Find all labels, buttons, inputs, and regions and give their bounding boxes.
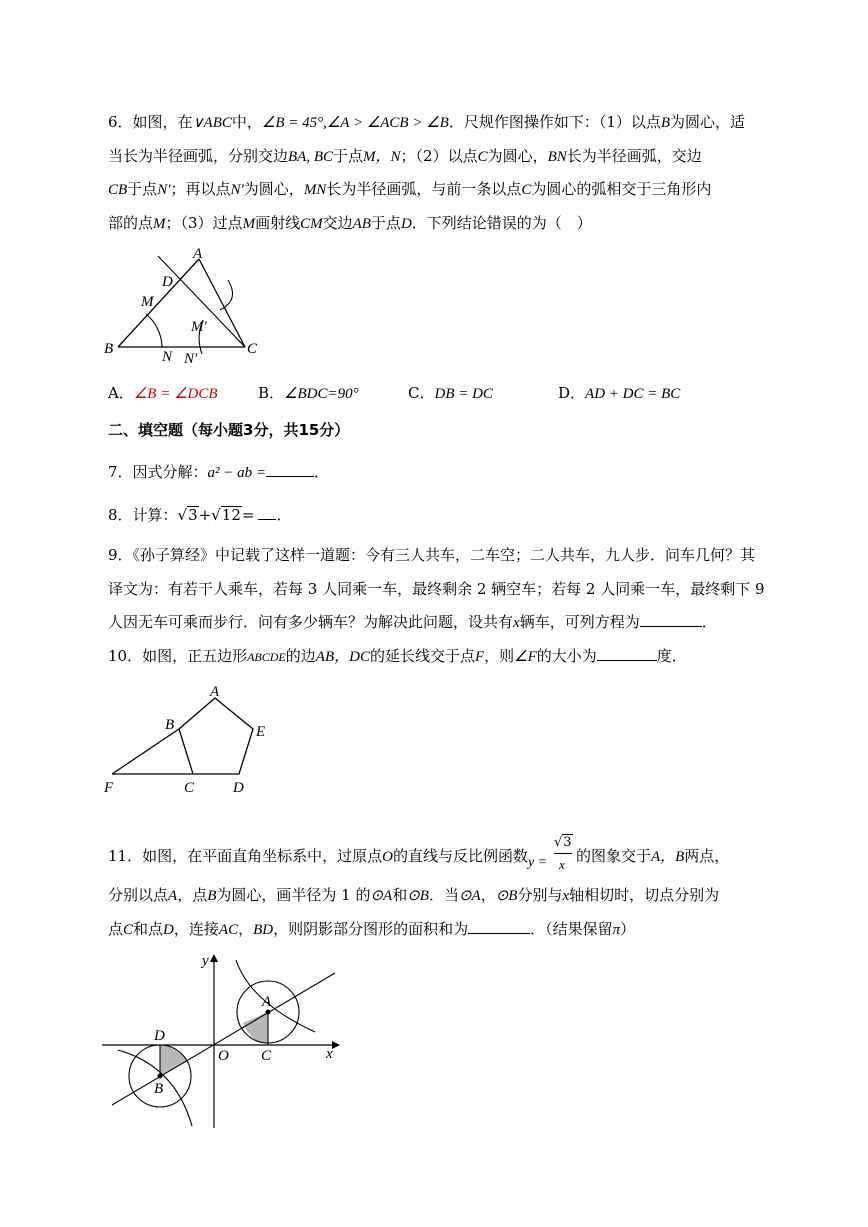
- q8-answer-blank[interactable]: [258, 505, 276, 520]
- side-ba: [118, 259, 199, 347]
- q11-line-2: [108, 885, 719, 906]
- option-expression: ∠BDC=90°: [284, 386, 359, 402]
- q6-point: M: [153, 216, 166, 232]
- q11-text: 和点: [133, 920, 164, 938]
- q6-point: N′: [230, 182, 244, 198]
- q6-segment: CB: [108, 182, 128, 198]
- q7-text: ．: [314, 463, 330, 481]
- q10-text: 度．: [656, 647, 687, 665]
- q10-text: ，则: [484, 647, 515, 665]
- q9-text: ．: [701, 613, 717, 631]
- q10-answer-blank[interactable]: [597, 646, 657, 661]
- q10-angle: ∠F: [514, 649, 537, 665]
- q6-text: 部的点: [108, 214, 154, 232]
- option-expression: ∠B = ∠DCB: [133, 386, 218, 402]
- q11-answer-blank[interactable]: [468, 919, 530, 934]
- q11-text: 和: [392, 886, 408, 904]
- q11-text: 的图象交于: [575, 847, 651, 865]
- q8-text: ．: [276, 506, 292, 524]
- option-expression: AD + DC = BC: [585, 386, 681, 402]
- q6-text: 长为半径画弧，与前一条以点: [326, 180, 522, 198]
- q11-text: ．当: [428, 886, 459, 904]
- q6-option-b[interactable]: [258, 382, 359, 403]
- function-denominator: x: [558, 857, 565, 872]
- label-m-prime: M′: [191, 319, 207, 335]
- q6-option-a[interactable]: [108, 382, 218, 403]
- q6-point: C: [521, 182, 532, 198]
- q7-expression: a² − ab =: [207, 465, 267, 481]
- function-y: y =: [527, 855, 548, 870]
- q6-text: 长为半径画弧，交边: [566, 147, 702, 165]
- label-c: C: [184, 780, 195, 796]
- label-m: M: [141, 294, 154, 310]
- q11-text: ，: [238, 920, 254, 938]
- q10-point: F: [474, 649, 485, 665]
- q6-text: 为圆心的弧相交于三角形内: [531, 180, 712, 198]
- arc-m-prime: [220, 280, 233, 310]
- q11-text: 分别与: [517, 886, 563, 904]
- label-c: C: [261, 1048, 272, 1064]
- plus-sign: +: [198, 506, 212, 524]
- q11-line-1: [108, 835, 730, 872]
- q6-sides: BA, BC: [288, 149, 334, 165]
- q11-points: A，B: [650, 849, 685, 865]
- label-a: A: [210, 684, 220, 700]
- fraction-bar: [554, 853, 572, 854]
- label-f: F: [104, 780, 114, 796]
- label-b: B: [104, 341, 114, 357]
- q6-triangle-figure: [100, 246, 270, 370]
- q11-circle: ⊙A: [370, 888, 393, 904]
- section-heading: 二、填空题（每小题3分，共15分）: [108, 421, 350, 439]
- q6-text: 当长为半径画弧，分别交边: [108, 147, 289, 165]
- q6-text: 为圆心，适: [670, 113, 746, 131]
- q10-pentagon-figure: [100, 682, 280, 798]
- q11-point: D: [163, 922, 174, 938]
- function-numerator: √3: [553, 835, 572, 850]
- q11-text: ，连接: [173, 920, 219, 938]
- label-c: C: [247, 341, 258, 357]
- point-b: [158, 1074, 163, 1079]
- label-o: O: [218, 1048, 229, 1064]
- q11-text: 两点，: [684, 847, 730, 865]
- q10-text: 10．如图，正五边形: [108, 647, 248, 665]
- q11-text: 的直线与反比例函数: [392, 847, 528, 865]
- sqrt-symbol: √: [177, 506, 188, 524]
- pentagon: [179, 698, 253, 774]
- q11-point: B: [207, 888, 217, 904]
- arc-mn: [146, 314, 162, 347]
- q10-text: 的边: [285, 647, 316, 665]
- q6-ray: CM: [300, 216, 323, 232]
- q11-point: A: [168, 888, 178, 904]
- q11-text: 轴相切时，切点分别为: [569, 886, 720, 904]
- q9-line-1: 9．《孙子算经》中记载了这样一道题：今有三人共车，二车空；二人共车，九人步．问车几何？其: [108, 546, 756, 564]
- point-a: [266, 1010, 271, 1015]
- option-letter: D．: [558, 384, 586, 402]
- q6-text: ．尺规作图操作如下：（1）以点: [448, 113, 661, 131]
- q6-text: 于点: [370, 214, 401, 232]
- q11-circle: ⊙A: [458, 888, 481, 904]
- label-a: A: [193, 246, 203, 262]
- q6-text: 6．如图，在: [108, 113, 193, 131]
- q10-text: 的延长线交于点: [369, 647, 475, 665]
- q7-text: 7．因式分解：: [108, 463, 208, 481]
- q6-line-3: [108, 179, 711, 200]
- q8: [108, 505, 291, 525]
- option-letter: A．: [108, 384, 134, 402]
- q6-option-d[interactable]: [558, 382, 680, 403]
- q9-line-3: [108, 612, 717, 633]
- q11-text: 分别以点: [108, 886, 169, 904]
- q10-polygon: ABCDE: [247, 650, 286, 664]
- q6-point: N′: [157, 182, 171, 198]
- q8-text: 8．计算：: [108, 506, 178, 524]
- y-axis-arrow: [210, 954, 218, 962]
- q11-text: ，: [480, 886, 496, 904]
- shaded-sector-b: [160, 1045, 188, 1076]
- q11-point: O: [382, 849, 393, 865]
- q10-text: 的大小为: [536, 647, 597, 665]
- q11-coordinate-figure: [100, 950, 345, 1130]
- q6-point: C: [477, 149, 488, 165]
- q6-text: ；再以点: [170, 180, 231, 198]
- label-e: E: [256, 724, 266, 740]
- q6-line-2: [108, 146, 702, 167]
- q6-option-c[interactable]: [408, 382, 493, 403]
- option-letter: C．: [408, 384, 435, 402]
- q11-circle: ⊙B: [407, 888, 429, 904]
- equals-sign: =: [241, 506, 255, 524]
- q11-text: 11．如图，在平面直角坐标系中，过原点: [108, 847, 383, 865]
- option-letter: B．: [258, 384, 285, 402]
- q9-answer-blank[interactable]: [640, 612, 702, 627]
- q6-point: D: [400, 216, 412, 232]
- q9-text: 辆车，可列方程为: [519, 613, 640, 631]
- q6-text: 为圆心，: [243, 180, 304, 198]
- q6-text: 于点: [127, 180, 158, 198]
- radicand: 12: [221, 506, 241, 524]
- q6-condition: ∠B = 45°,∠A > ∠ACB > ∠B: [261, 115, 449, 131]
- label-x: x: [326, 1046, 333, 1062]
- q6-text: 于点: [333, 147, 364, 165]
- option-expression: DB = DC: [434, 386, 493, 402]
- label-d: D: [162, 274, 173, 290]
- radicand: 3: [188, 506, 198, 524]
- q6-segment: MN: [303, 182, 327, 198]
- q10-sides: AB，DC: [315, 649, 370, 665]
- q6-text: 交边: [322, 214, 353, 232]
- q11-axis: x: [562, 888, 570, 904]
- q6-triangle: ∨ABC: [192, 115, 232, 131]
- pi-symbol: π: [612, 922, 621, 938]
- q6-text: ；（2）以点: [400, 147, 478, 165]
- variable-x: x: [513, 615, 520, 631]
- q11-text: ，点: [177, 886, 208, 904]
- q11-line-3: [108, 919, 635, 940]
- label-n-prime: N′: [184, 351, 198, 367]
- label-n: N: [162, 349, 173, 365]
- q6-segment: AB: [352, 216, 371, 232]
- q6-line-4: [108, 213, 592, 234]
- q11-point: C: [123, 922, 134, 938]
- label-b: B: [154, 1081, 164, 1097]
- q10: [108, 646, 687, 667]
- q6-points: M，N: [363, 149, 401, 165]
- q11-text: 点: [108, 920, 124, 938]
- q11-segment: BD: [253, 922, 274, 938]
- q11-text: 为圆心，画半径为 1 的: [216, 886, 371, 904]
- radicand: 3: [563, 835, 572, 850]
- q11-circle: ⊙B: [495, 888, 518, 904]
- q9-line-2: 译文为：有若干人乘车，若每 3 人同乘一车，最终剩余 2 辆空车；若每 2 人同乘一车，最终剩下 9: [108, 580, 765, 598]
- q7-answer-blank[interactable]: [266, 462, 314, 477]
- x-axis-arrow: [332, 1041, 340, 1049]
- q6-point: B: [660, 115, 671, 131]
- q6-text: 为圆心，: [487, 147, 548, 165]
- q11-segment: AC: [218, 922, 239, 938]
- q7: [108, 462, 329, 483]
- q6-point: M: [242, 216, 256, 232]
- label-d: D: [233, 780, 244, 796]
- q9-text: 人因无车可乘而步行．问有多少辆车？为解决此问题，设共有: [108, 613, 514, 631]
- label-a: A: [262, 994, 272, 1010]
- extension-ab: [112, 729, 179, 774]
- q6-segment: BN: [547, 149, 567, 165]
- q6-text: 中，: [231, 113, 262, 131]
- q6-text: 画射线: [255, 214, 301, 232]
- q6-text: ；（3）过点: [165, 214, 243, 232]
- label-y: y: [202, 953, 209, 969]
- label-b: B: [165, 717, 175, 733]
- sqrt-symbol: √: [211, 506, 221, 524]
- q11-text: ，则阴影部分图形的面积和为: [273, 920, 469, 938]
- line-through-origin: [112, 973, 335, 1105]
- q11-text: ．（结果保留: [530, 920, 613, 938]
- q11-text: ）: [620, 920, 636, 938]
- label-d: D: [154, 1028, 165, 1044]
- q6-text: ．下列结论错误的为（ ）: [411, 214, 592, 232]
- q6-line-1: [108, 112, 745, 133]
